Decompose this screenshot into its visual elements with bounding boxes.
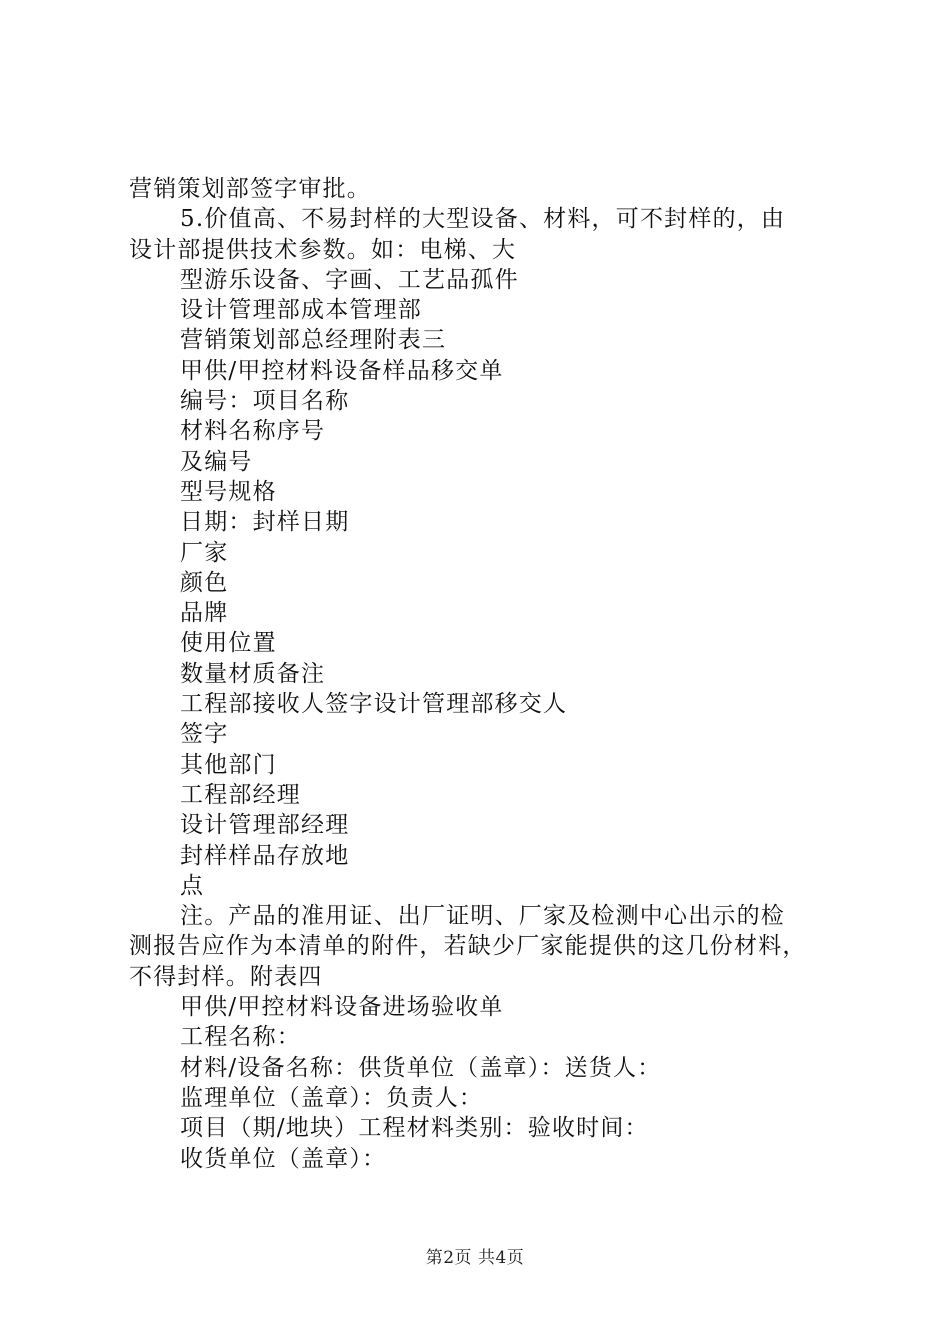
text-line: 收货单位（盖章）：: [180, 1145, 387, 1172]
text-line: 监理单位（盖章）：负责人：: [180, 1084, 484, 1111]
text-line: 设计管理部经理: [180, 812, 350, 839]
text-line: 工程部接收人签字设计管理部移交人: [180, 691, 568, 718]
text-line: 项目（期/地块）工程材料类别：验收时间：: [180, 1115, 649, 1142]
text-line: 甲供/甲控材料设备进场验收单: [180, 994, 504, 1021]
document-body: [129, 174, 834, 1174]
text-line: 及编号: [180, 448, 253, 475]
text-line: 日期：封样日期: [180, 509, 350, 536]
text-line: 厂家: [180, 539, 229, 566]
text-line: 设计部提供技术参数。如：电梯、大: [129, 236, 517, 263]
text-line: 测报告应作为本清单的附件，若缺少厂家能提供的这几份材料，: [129, 933, 807, 960]
text-line: 型号规格: [180, 478, 277, 505]
text-line: 签字: [180, 721, 229, 748]
text-line: 其他部门: [180, 751, 277, 778]
text-line: 使用位置: [180, 630, 277, 657]
text-line: 编号：项目名称: [180, 388, 350, 415]
text-line: 营销策划部总经理附表三: [180, 327, 447, 354]
text-line: 型游乐设备、字画、工艺品孤件: [180, 266, 519, 293]
text-line: 工程部经理: [180, 781, 301, 808]
text-line: 工程名称：: [180, 1024, 301, 1051]
text-line: 营销策划部签字审批。: [129, 176, 371, 202]
text-line: 颜色: [180, 569, 229, 596]
page-footer: 第2页 共4页: [425, 1248, 525, 1268]
text-line: 5.价值高、不易封样的大型设备、材料，可不封样的，由: [180, 206, 786, 233]
text-line: 注。产品的准用证、出厂证明、厂家及检测中心出示的检: [180, 903, 785, 930]
text-line: 甲供/甲控材料设备样品移交单: [180, 357, 504, 384]
text-line: 设计管理部成本管理部: [180, 297, 422, 324]
text-line: 点: [180, 872, 205, 899]
text-line: 封样样品存放地: [180, 842, 350, 869]
text-line: 材料名称序号: [180, 418, 326, 445]
text-line: 品牌: [180, 600, 229, 627]
text-line: 不得封样。附表四: [129, 963, 323, 990]
text-line: 数量材质备注: [180, 660, 326, 687]
text-line: 材料/设备名称：供货单位（盖章）：送货人：: [180, 1054, 662, 1081]
